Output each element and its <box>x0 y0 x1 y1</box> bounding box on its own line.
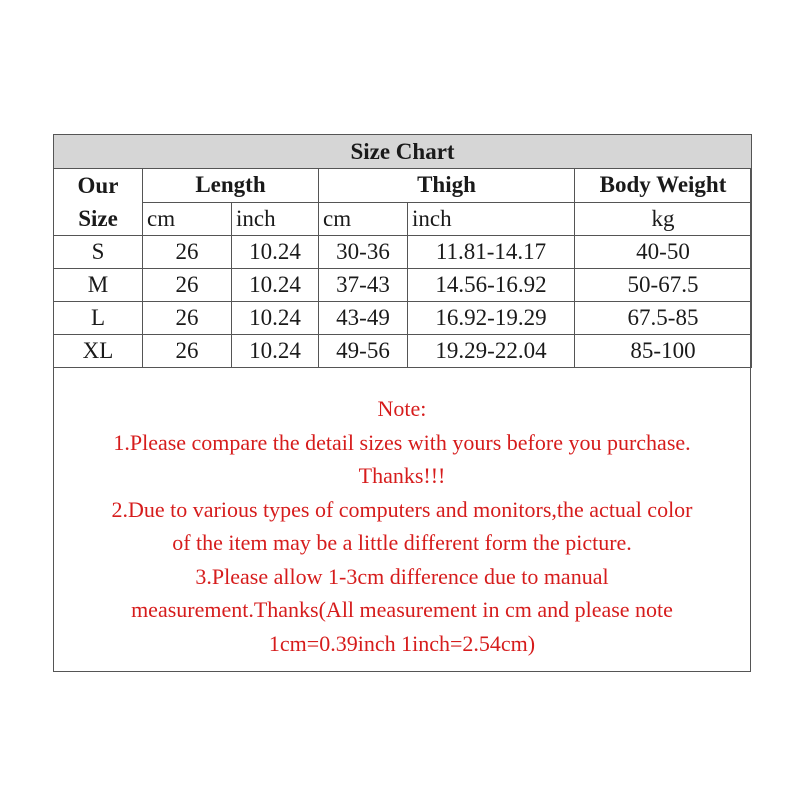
table-row <box>54 269 752 302</box>
note-line: measurement.Thanks(All measurement in cm and please note <box>131 597 673 622</box>
notes-section <box>53 392 751 660</box>
header-thigh: Thigh <box>319 169 575 203</box>
table-row <box>54 236 752 269</box>
cell-thigh-cm: 37-43 <box>319 269 408 302</box>
header-row-2 <box>54 202 752 236</box>
cell-thigh-cm: 49-56 <box>319 335 408 368</box>
note-line: of the item may be a little different form the picture. <box>172 530 632 555</box>
table-title-row <box>54 135 752 169</box>
header-our-size <box>54 169 143 236</box>
size-chart-table <box>53 134 752 368</box>
header-length-inch: inch <box>232 202 319 236</box>
cell-length-inch: 10.24 <box>232 236 319 269</box>
cell-length-inch: 10.24 <box>232 335 319 368</box>
header-our-size-line1: Our <box>77 173 119 198</box>
cell-thigh-inch: 11.81-14.17 <box>408 236 575 269</box>
cell-thigh-cm: 30-36 <box>319 236 408 269</box>
header-length: Length <box>143 169 319 203</box>
cell-length-inch: 10.24 <box>232 302 319 335</box>
note-line: 1cm=0.39inch 1inch=2.54cm) <box>268 630 536 656</box>
header-our-size-line2: Size <box>78 206 118 231</box>
table-title: Size Chart <box>54 135 752 169</box>
header-thigh-cm: cm <box>319 202 408 236</box>
header-length-cm: cm <box>143 202 232 236</box>
cell-length-cm: 26 <box>143 236 232 269</box>
cell-thigh-inch: 14.56-16.92 <box>408 269 575 302</box>
cell-thigh-inch: 19.29-22.04 <box>408 335 575 368</box>
note-line: 2.Due to various types of computers and monitors,the actual color <box>111 496 693 522</box>
cell-weight: 50-67.5 <box>575 269 752 302</box>
note-line: 3.Please allow 1-3cm difference due to manual <box>195 563 609 589</box>
table-row <box>54 302 752 335</box>
note-line: 1.Please compare the detail sizes with yours before you purchase. <box>113 429 691 455</box>
cell-length-cm: 26 <box>143 269 232 302</box>
cell-thigh-cm: 43-49 <box>319 302 408 335</box>
header-thigh-inch: inch <box>408 202 575 236</box>
note-line: Thanks!!! <box>358 463 446 488</box>
cell-length-cm: 26 <box>143 335 232 368</box>
header-body-weight: Body Weight <box>575 169 752 203</box>
table-row <box>54 335 752 368</box>
cell-size: S <box>54 236 143 269</box>
note-heading: Note: <box>377 396 427 421</box>
cell-weight: 40-50 <box>575 236 752 269</box>
cell-weight: 67.5-85 <box>575 302 752 335</box>
cell-length-cm: 26 <box>143 302 232 335</box>
cell-size: L <box>54 302 143 335</box>
cell-size: XL <box>54 335 143 368</box>
cell-length-inch: 10.24 <box>232 269 319 302</box>
header-row-1 <box>54 169 752 203</box>
header-weight-unit: kg <box>575 202 752 236</box>
cell-weight: 85-100 <box>575 335 752 368</box>
cell-thigh-inch: 16.92-19.29 <box>408 302 575 335</box>
cell-size: M <box>54 269 143 302</box>
